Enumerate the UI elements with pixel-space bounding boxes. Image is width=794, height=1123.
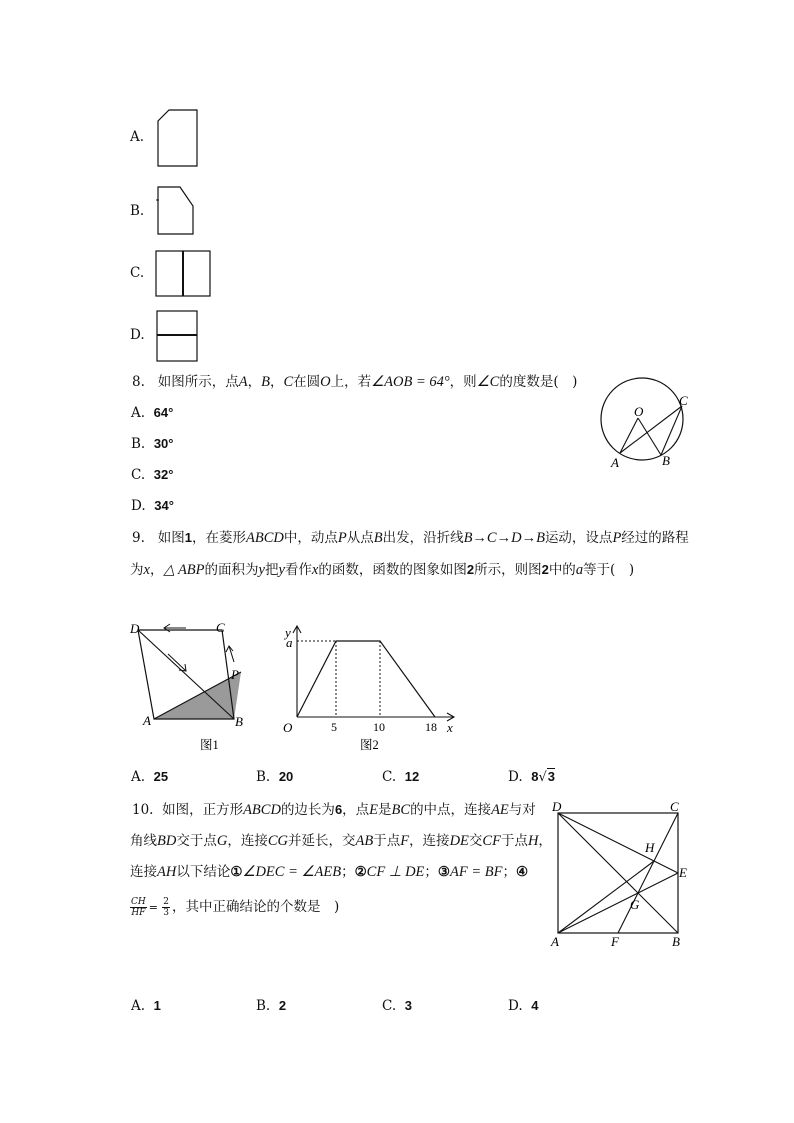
q8-stem-2: 在圆 — [293, 374, 321, 390]
separator: ； — [502, 864, 516, 880]
q7-option-a-label: A. — [130, 129, 145, 145]
separator: ； — [341, 864, 355, 880]
q8-stem: 8. 如图所示，点A，B，C在圆O上，若∠AOB = 64°，则∠C的度数是( ) — [132, 374, 578, 390]
text: 的函数，函数的图象如图 — [318, 562, 467, 578]
q9-option-d: D. 8√3 — [508, 769, 555, 785]
q10-option-c — [382, 996, 412, 1016]
option-value: 2 — [278, 998, 287, 1013]
q10-stem-line-2 — [130, 831, 552, 851]
label-c: C — [679, 393, 688, 408]
q8-point-b: B — [261, 374, 270, 390]
option-letter: A. — [131, 405, 146, 421]
label-a: A — [143, 713, 151, 728]
q8-point-o: O — [320, 374, 331, 390]
point-f: F — [400, 833, 410, 849]
var-y: y — [258, 562, 265, 578]
text: 中，动点 — [283, 530, 338, 546]
label-p: P — [231, 667, 239, 682]
triangle-expr: △ ABP — [163, 562, 205, 578]
q7-option-d-figure — [154, 309, 200, 363]
q8-angle-c: ∠C — [476, 374, 500, 390]
text: 从点 — [346, 530, 374, 546]
side-length: 6 — [334, 802, 343, 817]
conclusion-1: ∠DEC = ∠AEB — [242, 864, 342, 880]
q7-option-c-figure — [154, 249, 212, 299]
option-value: 12 — [404, 769, 420, 784]
label-d: D — [552, 799, 562, 814]
text: 角线 — [130, 833, 157, 849]
q9-option-b — [256, 767, 293, 787]
option-value: 20 — [278, 769, 294, 784]
option-value: 4 — [531, 998, 539, 1013]
option-letter: C. — [382, 998, 397, 1014]
segment-ab: AB — [355, 833, 374, 849]
var-x: x — [311, 562, 319, 578]
text: 把 — [264, 562, 279, 578]
point-h: H — [527, 833, 539, 849]
conclusion-2: CF ⊥ DE — [366, 864, 425, 880]
option-letter: B. — [256, 769, 271, 785]
q8-option-c — [131, 465, 173, 485]
text: 所示，则图 — [474, 562, 542, 578]
q8-point-c: C — [283, 374, 294, 390]
option-letter: A. — [131, 769, 146, 785]
label-f: F — [611, 934, 619, 948]
q10-option-a — [131, 996, 161, 1016]
conclusion-2-marker: ② — [354, 864, 367, 880]
q10-stem-line-3 — [130, 862, 528, 882]
label-a: a — [286, 635, 293, 650]
q10-square-figure — [548, 798, 694, 948]
q9-figure-2 — [278, 616, 462, 756]
conclusion-3: AF = BF — [450, 864, 503, 880]
caption-fig1: 图1 — [200, 738, 219, 752]
q9-stem-line-2 — [130, 560, 634, 580]
fig-ref: 2 — [541, 562, 549, 577]
segment-ae: AE — [491, 802, 509, 818]
option-letter: C. — [131, 467, 146, 483]
conclusion-4-marker: ④ — [516, 864, 529, 880]
label-o: O — [283, 720, 293, 735]
point-p: P — [337, 530, 347, 546]
frac-num: CH — [131, 897, 146, 907]
text: 如图，正方形 — [162, 802, 244, 818]
square-name: ABCD — [243, 802, 281, 818]
option-value: 34° — [154, 498, 174, 513]
q10-option-b — [256, 996, 286, 1016]
option-value: 30° — [153, 436, 174, 451]
text: 的边长为 — [280, 802, 335, 818]
equals: = — [148, 901, 158, 914]
text: 是 — [378, 802, 392, 818]
option-letter: D. — [508, 769, 523, 785]
q8-number: 8. — [132, 374, 145, 390]
q8-option-d — [131, 496, 174, 516]
q10-stem-line-4 — [130, 894, 339, 921]
segment-ah: AH — [157, 864, 177, 880]
q8-angle-expr: ∠AOB = 64° — [371, 374, 450, 390]
text: 等于( ) — [583, 562, 635, 578]
label-e: E — [679, 865, 687, 880]
text: 与对 — [508, 802, 536, 818]
text: 于点 — [373, 833, 401, 849]
point-g: G — [216, 833, 228, 849]
point-b: B — [373, 530, 383, 546]
point-e: E — [369, 802, 379, 818]
text: 以下结论 — [176, 864, 231, 880]
option-letter: C. — [382, 769, 397, 785]
q7-option-c-label: C. — [130, 265, 145, 281]
q7-option-b-figure — [153, 184, 197, 238]
option-letter: B. — [131, 436, 146, 452]
tick-18: 18 — [425, 720, 437, 734]
option-letter: D. — [131, 498, 146, 514]
q7-option-d-label: D. — [130, 327, 145, 343]
var-a: a — [575, 562, 584, 578]
q8-option-a — [131, 403, 173, 423]
q10-stem-line-1 — [132, 800, 536, 820]
segment-cf: CF — [482, 833, 501, 849]
option-value: 1 — [153, 998, 161, 1013]
fig-ref: 2 — [466, 562, 475, 577]
q9-option-a — [131, 767, 168, 787]
text: ，其中正确结论的个数是 ) — [172, 899, 340, 915]
segment-cg: CG — [267, 833, 288, 849]
option-radicand: 3 — [547, 769, 555, 784]
label-g: G — [630, 897, 640, 912]
frac-den: 3 — [163, 908, 169, 918]
segment-de: DE — [449, 833, 469, 849]
conclusion-1-marker: ① — [230, 864, 243, 880]
text: 于点 — [500, 833, 528, 849]
q8-point-a: A — [238, 374, 248, 390]
point-p: P — [612, 530, 622, 546]
rhombus-name: ABCD — [246, 530, 284, 546]
text: 的面积为 — [204, 562, 259, 578]
text: 如图 — [157, 530, 185, 546]
frac-num: 2 — [163, 897, 169, 907]
fraction-ch-hf — [130, 897, 147, 918]
label-x: x — [447, 720, 453, 735]
text: 为 — [130, 562, 144, 578]
q8-circle-figure — [594, 374, 698, 474]
text: ，在菱形 — [192, 530, 246, 546]
separator: ； — [424, 864, 438, 880]
text: 运动，设点 — [544, 530, 613, 546]
text: 的中点，连接 — [410, 802, 492, 818]
option-letter: D. — [508, 998, 523, 1014]
text: 连接 — [130, 864, 157, 880]
tick-5: 5 — [331, 720, 337, 734]
text: ， — [149, 562, 164, 578]
label-d: D — [130, 621, 140, 636]
label-b: B — [672, 934, 680, 948]
text: 出发，沿折线 — [382, 530, 464, 546]
path-expr: B→C→D→B — [463, 530, 545, 546]
q10-number: 10. — [132, 802, 154, 818]
tick-10: 10 — [373, 720, 385, 734]
option-value: 25 — [153, 769, 169, 784]
q9-option-c — [382, 767, 419, 787]
option-letter: B. — [256, 998, 271, 1014]
text: 经过的路程 — [621, 530, 689, 546]
text: ，连接 — [409, 833, 450, 849]
caption-fig2: 图2 — [360, 738, 379, 752]
q9-stem-line-1 — [132, 528, 689, 548]
option-value: 3 — [404, 998, 412, 1013]
fig-ref: 1 — [184, 530, 192, 545]
label-o: O — [634, 404, 644, 419]
label-a: A — [551, 934, 559, 948]
text: ， — [538, 833, 552, 849]
option-value: 8 — [531, 769, 539, 784]
q8-option-b — [131, 434, 173, 454]
label-c: C — [670, 799, 679, 814]
option-value: 32° — [153, 467, 174, 482]
q9-figure-1 — [124, 616, 254, 756]
q9-number: 9. — [132, 530, 145, 546]
text: 交于点 — [176, 833, 217, 849]
label-b: B — [235, 714, 243, 729]
label-a: A — [611, 455, 619, 470]
q7-option-b-label: B. — [130, 203, 145, 219]
conclusion-3-marker: ③ — [437, 864, 451, 880]
q7-option-a-figure — [156, 109, 200, 169]
text: 中的 — [548, 562, 576, 578]
text: ，连接 — [227, 833, 268, 849]
label-b: B — [662, 453, 670, 468]
text: 看作 — [284, 562, 312, 578]
label-c: C — [216, 620, 225, 635]
fraction-2-3 — [162, 897, 170, 918]
segment-bc: BC — [391, 802, 411, 818]
text: ，点 — [342, 802, 370, 818]
text: 并延长，交 — [287, 833, 356, 849]
q8-stem-4: ，则 — [449, 374, 477, 390]
text: 交 — [468, 833, 483, 849]
segment-bd: BD — [157, 833, 177, 849]
option-value: 64° — [153, 405, 174, 420]
q8-stem-1: 如图所示，点 — [157, 374, 239, 390]
frac-den: HF — [131, 908, 146, 918]
q10-option-d — [508, 996, 538, 1016]
label-h: H — [645, 840, 655, 855]
q8-stem-3: 上，若 — [330, 374, 372, 390]
q8-stem-5: 的度数是( ) — [499, 374, 578, 390]
option-letter: A. — [131, 998, 146, 1014]
var-x: x — [143, 562, 150, 578]
label-y: y — [285, 625, 291, 640]
var-y: y — [278, 562, 285, 578]
